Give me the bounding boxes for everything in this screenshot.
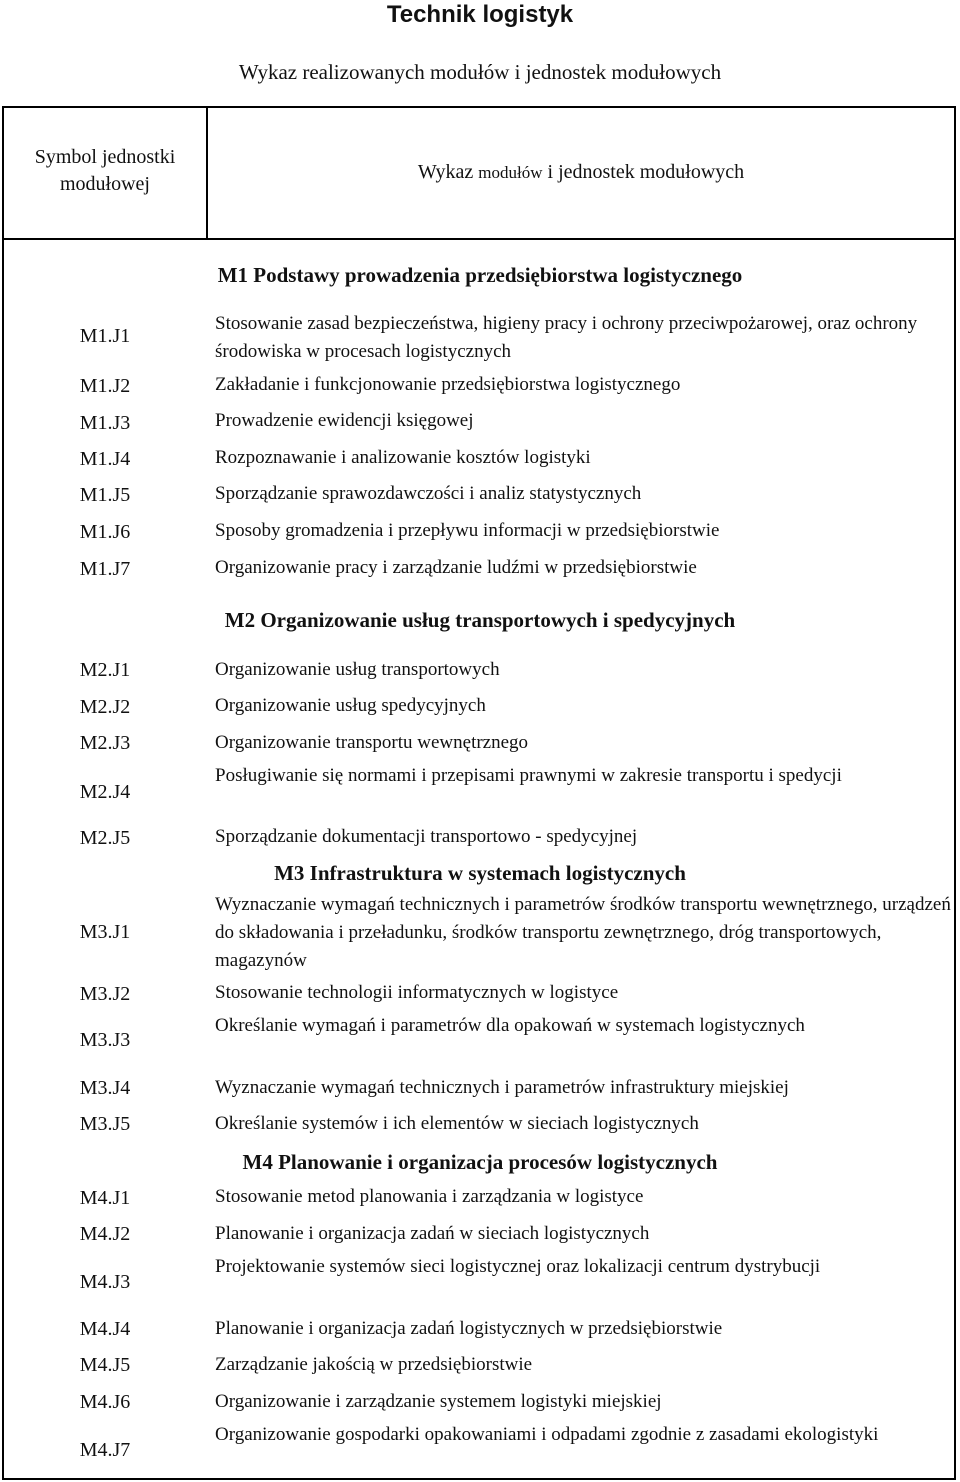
unit-description: Organizowanie usług spedycyjnych <box>215 695 486 716</box>
module-title-m2: M2 Organizowanie usług transportowych i spedycyjnych <box>224 608 736 632</box>
unit-description: Organizowanie transportu wewnętrznego <box>215 732 529 753</box>
header-wykaz-cell <box>208 158 954 187</box>
unit-code: M3.J3 <box>79 1029 131 1051</box>
unit-code: M2.J2 <box>79 696 131 718</box>
header-row-divider <box>2 238 956 240</box>
unit-code: M4.J6 <box>79 1391 131 1413</box>
unit-description: Organizowanie pracy i zarządzanie ludźmi w przedsiębiorstwie <box>215 557 697 578</box>
unit-code: M2.J3 <box>79 732 131 754</box>
unit-description: Zarządzanie jakością w przedsiębiorstwie <box>215 1354 533 1375</box>
unit-description: Stosowanie technologii informatycznych w logistyce <box>215 982 619 1003</box>
unit-code: M4.J2 <box>79 1223 131 1245</box>
unit-code: M2.J1 <box>79 659 131 681</box>
unit-description: Stosowanie metod planowania i zarządzania w logistyce <box>215 1186 644 1207</box>
unit-description: Planowanie i organizacja zadań logistycznych w przedsiębiorstwie <box>215 1318 723 1339</box>
unit-code: M4.J4 <box>79 1318 131 1340</box>
unit-description: Stosowanie zasad bezpieczeństwa, higieny pracy i ochrony przeciwpożarowej, oraz ochrony środowiska w procesach logistycznych <box>215 313 918 362</box>
unit-code: M3.J4 <box>79 1077 131 1099</box>
header-symbol-cell <box>4 144 206 198</box>
unit-code: M3.J5 <box>79 1113 131 1135</box>
header-symbol-line2: modułowej <box>60 173 150 195</box>
unit-code: M2.J4 <box>79 781 131 803</box>
unit-code: M3.J1 <box>79 921 131 943</box>
unit-description: Sporządzanie sprawozdawczości i analiz statystycznych <box>215 483 642 504</box>
module-title-m3: M3 Infrastruktura w systemach logistycznych <box>274 861 686 885</box>
unit-code: M3.J2 <box>79 983 131 1005</box>
unit-description: Organizowanie i zarządzanie systemem logistyki miejskiej <box>215 1391 662 1412</box>
page-subtitle: Wykaz realizowanych modułów i jednostek modułowych <box>238 60 722 84</box>
unit-description: Planowanie i organizacja zadań w sieciach logistycznych <box>215 1223 650 1244</box>
unit-code: M4.J5 <box>79 1354 131 1376</box>
unit-description: Organizowanie gospodarki opakowaniami i odpadami zgodnie z zasadami ekologistyki <box>215 1424 879 1445</box>
header-wykaz-part2: modułów <box>478 163 543 182</box>
unit-description: Prowadzenie ewidencji księgowej <box>215 410 474 431</box>
unit-code: M1.J2 <box>79 375 131 397</box>
unit-code: M1.J1 <box>79 325 131 347</box>
unit-code: M4.J1 <box>79 1187 131 1209</box>
unit-code: M1.J6 <box>79 521 131 543</box>
header-wykaz-part3: i jednostek modułowych <box>542 161 745 183</box>
unit-description: Zakładanie i funkcjonowanie przedsiębiorstwa logistycznego <box>215 374 681 395</box>
unit-description: Projektowanie systemów sieci logistycznej oraz lokalizacji centrum dystrybucji <box>215 1256 821 1277</box>
unit-code: M2.J5 <box>79 827 131 849</box>
unit-description: Sposoby gromadzenia i przepływu informacji w przedsiębiorstwie <box>215 520 720 541</box>
unit-code: M4.J7 <box>79 1439 131 1461</box>
module-title-m1: M1 Podstawy prowadzenia przedsiębiorstwa logistycznego <box>217 263 743 287</box>
unit-code: M1.J7 <box>79 558 131 580</box>
header-symbol-line1: Symbol jednostki <box>34 146 176 168</box>
unit-description: Wyznaczanie wymagań technicznych i parametrów infrastruktury miejskiej <box>215 1077 789 1098</box>
unit-code: M1.J4 <box>79 448 131 470</box>
unit-description: Sporządzanie dokumentacji transportowo - spedycyjnej <box>215 826 638 847</box>
unit-description: Określanie wymagań i parametrów dla opakowań w systemach logistycznych <box>215 1015 805 1036</box>
module-title-m4: M4 Planowanie i organizacja procesów logistycznych <box>242 1150 718 1174</box>
unit-code: M4.J3 <box>79 1271 131 1293</box>
unit-code: M1.J5 <box>79 484 131 506</box>
unit-description: Posługiwanie się normami i przepisami prawnymi w zakresie transportu i spedycji <box>215 765 842 786</box>
header-wykaz-part1: Wykaz <box>417 161 479 183</box>
unit-code: M1.J3 <box>79 412 131 434</box>
unit-description: Określanie systemów i ich elementów w sieciach logistycznych <box>215 1113 699 1134</box>
page-title: Technik logistyk <box>386 1 574 28</box>
unit-description: Rozpoznawanie i analizowanie kosztów logistyki <box>215 447 591 468</box>
unit-description: Organizowanie usług transportowych <box>215 659 500 680</box>
unit-description: Wyznaczanie wymagań technicznych i parametrów środków transportu wewnętrznego, urządzeń do składowania i przeładunku, środków transportu zewnętrznego, dróg transportowych, magazynów <box>215 894 951 971</box>
